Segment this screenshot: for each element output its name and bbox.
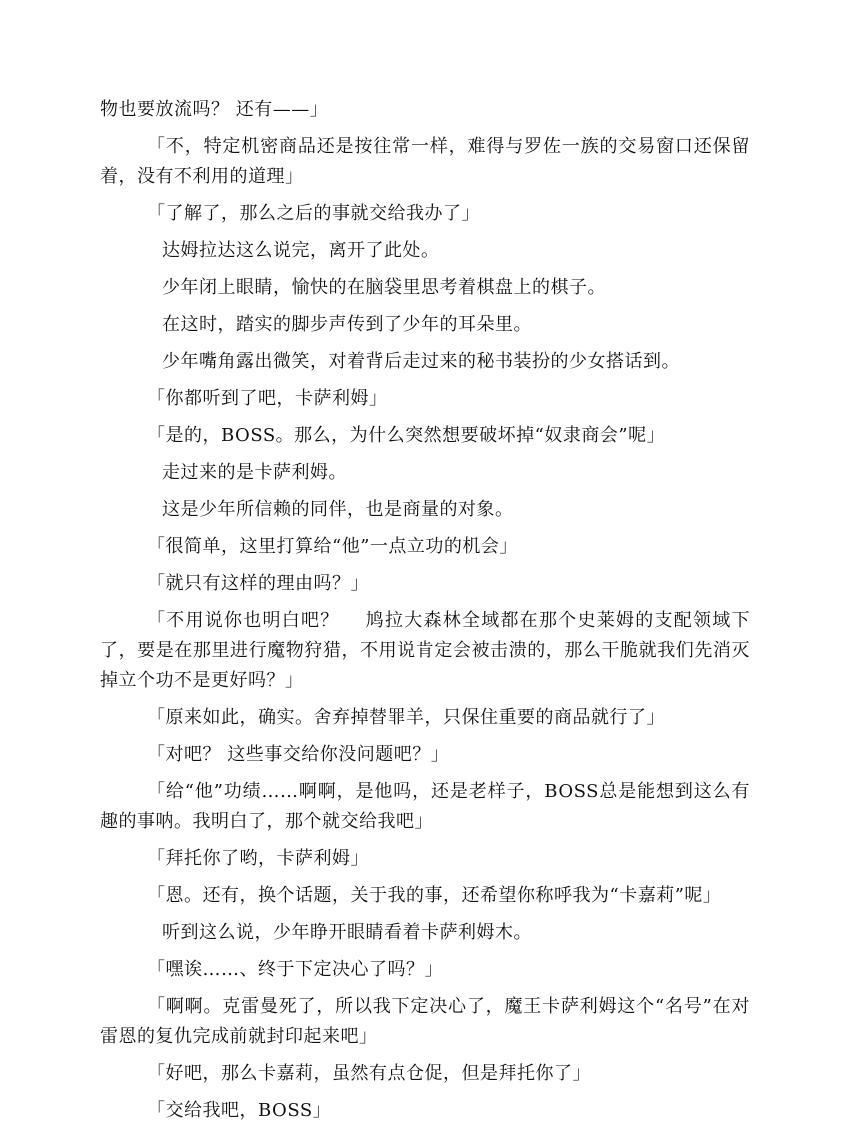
paragraph: 「给“他”功绩……啊啊，是他吗，还是老样子，BOSS总是能想到这么有趣的事呐。我明白了，那个就交给我吧」 xyxy=(100,781,750,832)
paragraph: 听到这么说，少年睁开眼睛看着卡萨利姆木。 xyxy=(162,922,532,943)
paragraph: 「原来如此，确实。舍弃掉替罪羊，只保住重要的商品就行了」 xyxy=(147,707,665,728)
paragraph: 少年闭上眼睛，愉快的在脑袋里思考着棋盘上的棋子。 xyxy=(162,277,606,298)
document-body xyxy=(100,95,750,1133)
paragraph: 「你都听到了吧，卡萨利姆」 xyxy=(147,388,388,409)
paragraph: 物也要放流吗？ 还有——」 xyxy=(100,99,329,120)
paragraph: 「好吧，那么卡嘉莉，虽然有点仓促，但是拜托你了」 xyxy=(147,1063,591,1084)
paragraph: 在这时，踏实的脚步声传到了少年的耳朵里。 xyxy=(162,314,532,335)
paragraph: 走过来的是卡萨利姆。 xyxy=(162,462,347,483)
paragraph: 「不，特定机密商品还是按往常一样，难得与罗佐一族的交易窗口还保留着，没有不利用的道理」 xyxy=(100,136,750,187)
paragraph: 「了解了，那么之后的事就交给我办了」 xyxy=(147,203,480,224)
paragraph: 「不用说你也明白吧？ 鸠拉大森林全域都在那个史莱姆的支配领域下了，要是在那里进行魔物狩猎，不用说肯定会被击溃的，那么干脆就我们先消灭掉立个功不是更好吗？」 xyxy=(100,610,750,691)
paragraph: 「嘿诶……、终于下定决心了吗？」 xyxy=(147,959,443,980)
paragraph: 「交给我吧，BOSS」 xyxy=(147,1100,332,1121)
paragraph: 「很简单，这里打算给“他”一点立功的机会」 xyxy=(147,536,518,557)
paragraph: 「是的，BOSS。那么，为什么突然想要破坏掉“奴隶商会”呢」 xyxy=(147,425,666,446)
paragraph: 「恩。还有，换个话题，关于我的事，还希望你称呼我为“卡嘉莉”呢」 xyxy=(147,885,722,906)
paragraph: 「对吧？ 这些事交给你没问题吧？」 xyxy=(147,744,450,765)
paragraph: 「拜托你了哟，卡萨利姆」 xyxy=(147,848,369,869)
paragraph: 达姆拉达这么说完，离开了此处。 xyxy=(162,240,440,261)
paragraph: 「啊啊。克雷曼死了，所以我下定决心了，魔王卡萨利姆这个“名号”在对雷恩的复仇完成前就封印起来吧」 xyxy=(100,996,750,1047)
paragraph: 这是少年所信赖的同伴，也是商量的对象。 xyxy=(162,499,514,520)
paragraph: 少年嘴角露出微笑，对着背后走过来的秘书装扮的少女搭话到。 xyxy=(162,351,680,372)
paragraph: 「就只有这样的理由吗？」 xyxy=(147,573,369,594)
